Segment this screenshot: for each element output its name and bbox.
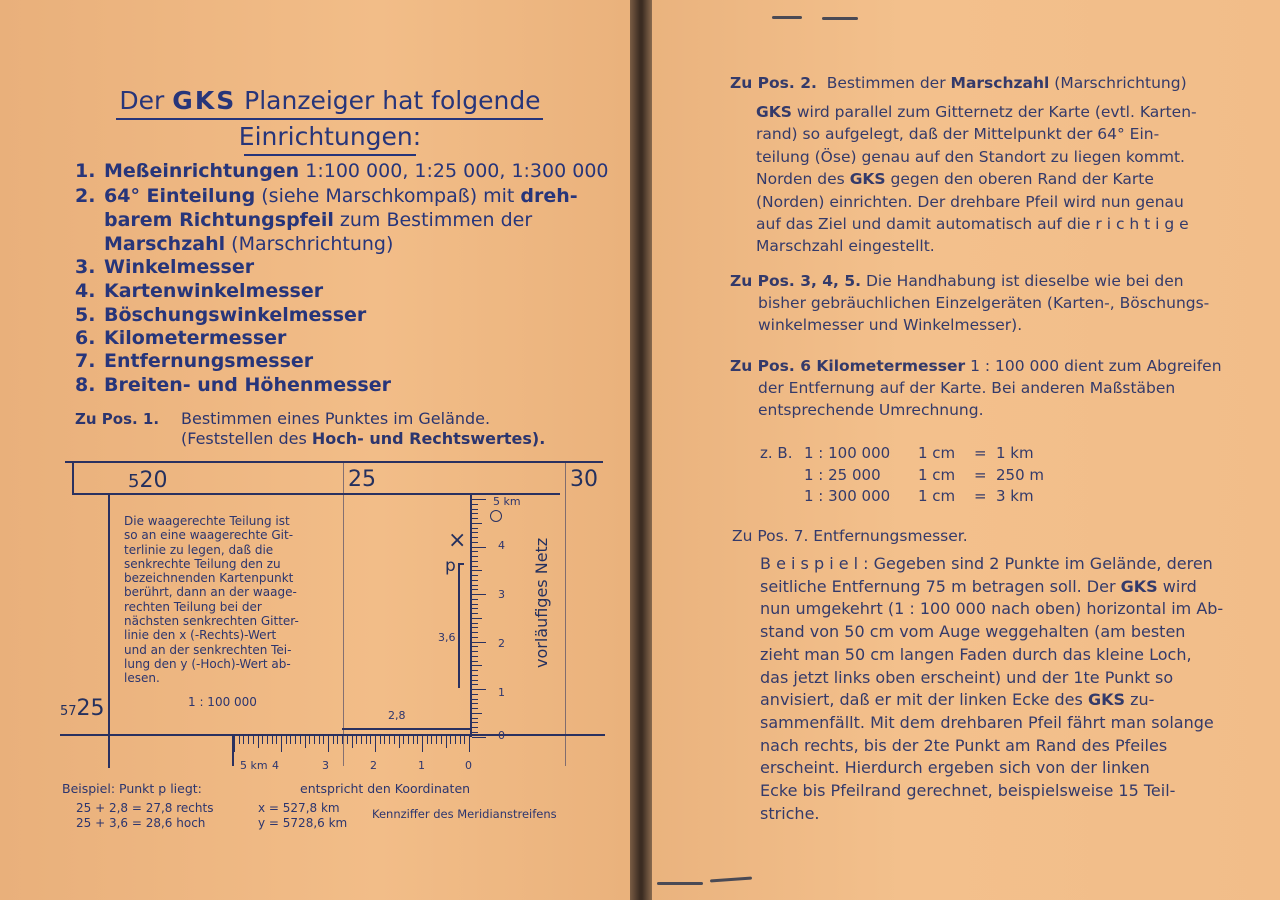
ruler-tick	[472, 689, 486, 690]
ruler-tick	[472, 618, 482, 619]
arrow-bracket-vertical	[458, 563, 460, 688]
ruler-tick	[408, 736, 409, 744]
ruler-tick	[286, 736, 287, 744]
horizontal-scale-unit: 5 km	[240, 759, 268, 772]
pos6-heading: Zu Pos. 6 Kilometermesser 1 : 100 000 dient zum Abgreifen	[730, 357, 1222, 375]
ruler-tick	[472, 585, 478, 586]
h-tick-label: 1	[418, 759, 425, 772]
value-3-6: 3,6	[438, 631, 456, 644]
ruler-tick	[427, 736, 428, 744]
ruler-tick	[472, 599, 478, 600]
list-item: 1. Meßeinrichtungen 1:100 000, 1:25 000, 1:300 000	[75, 160, 609, 182]
ruler-tick	[472, 547, 486, 548]
ruler-tick	[472, 703, 478, 704]
coordinate-x: x = 527,8 km	[258, 801, 340, 815]
page-subtitle: Einrichtungen:	[238, 122, 422, 151]
coordinate-y: y = 5728,6 km	[258, 816, 348, 830]
pos7-body: B e i s p i e l : Gegeben sind 2 Punkte im Gelände, deren seitliche Entfernung 75 m betragen soll. Der GKS wird nun umgekehrt (1 : 100 000 nach oben) horizontal im Ab- stand von 50 cm vom Auge weggehalten (am besten zieht man 50 cm langen Faden durch das kleine Loch, das jetzt links oben erscheint) und der 1te Punkt so anvisiert, daß er mit der linken Ecke des GKS zu- sammenfällt. Mit dem drehbaren Pfeil fährt man solange nach rechts, bis der 2te Punkt am Rand des Pfeiles erscheint. Hierdurch ergeben sich von der linken Ecke bis Pfeilrand gerechnet, beispielsweise 15 Teil- striche.	[760, 554, 1224, 823]
ruler-tick	[290, 736, 291, 744]
scale-table	[760, 443, 1044, 508]
pos1-label: Zu Pos. 1.	[75, 410, 160, 428]
vertical-scale-unit: 5 km	[493, 495, 521, 508]
ruler-tick	[352, 736, 353, 748]
ruler-tick	[472, 646, 478, 647]
ruler-tick	[281, 736, 282, 752]
ruler-tick	[472, 737, 486, 738]
inner-corner-line	[342, 728, 470, 730]
ruler-tick	[472, 656, 478, 657]
example-hoch: 25 + 3,6 = 28,6 hoch	[76, 816, 206, 830]
ruler-tick	[472, 542, 478, 543]
ruler-tick	[472, 532, 478, 533]
coordinates-label: entspricht den Koordinaten	[300, 781, 471, 796]
ruler-tick	[472, 651, 478, 652]
staple	[657, 882, 703, 885]
ruler-tick	[472, 665, 482, 666]
ruler-tick	[472, 537, 478, 538]
pos7-heading: Zu Pos. 7. Entfernungsmesser.	[732, 527, 968, 545]
ruler-tick	[267, 736, 268, 744]
ruler-tick	[472, 718, 478, 719]
page-title: Der GKS Planzeiger hat folgende	[119, 86, 541, 115]
ruler-tick	[472, 694, 478, 695]
book-gutter	[630, 0, 652, 900]
subtitle-underline	[244, 154, 416, 156]
ruler-tick	[305, 736, 306, 748]
ruler-tick	[472, 561, 478, 562]
grid-label-30: 30	[570, 467, 598, 492]
diagram-description: Die waagerechte Teilung ist so an eine waagerechte Git- terlinie zu legen, daß die senkrechte Teilung den zu bezeichnenden Kartenpunkt berührt, dann an der waage- rechten Teilung bei der nächsten senkrechten Gitter- linie den x (-Rechts)-Wert und an der senkrechten Tei- lung den y (-Hoch)-Wert ab- lesen.	[124, 514, 299, 686]
ruler-tick	[276, 736, 277, 744]
ruler-tick	[342, 736, 343, 744]
ruler-tick	[472, 632, 478, 633]
ruler-tick	[469, 736, 470, 752]
pos2-body: GKS wird parallel zum Gitternetz der Karte (evtl. Karten- rand) so aufgelegt, daß der Mittelpunkt der 64° Ein- teilung (Öse) genau auf den Standort zu liegen kommt. Norden des GKS gegen den oberen Rand der Karte (Norden) einrichten. Der drehbare Pfeil wird nun genau auf das Ziel und damit automatisch auf die r i c h t i g e Marschzahl eingestellt.	[756, 103, 1197, 256]
ruler-tick	[347, 736, 348, 744]
list-item: 3. Winkelmesser	[75, 256, 255, 278]
ruler-tick	[472, 680, 478, 681]
ruler-tick	[472, 604, 478, 605]
pos1-text2: (Feststellen des Hoch- und Rechtswertes).	[181, 429, 546, 448]
arrow-bracket-top	[458, 563, 464, 565]
title-brand: GKS	[172, 86, 237, 115]
scale-row: 1 : 25 000 1 cm = 250 m	[804, 465, 1045, 484]
ruler-tick	[464, 736, 465, 744]
ruler-tick	[472, 551, 478, 552]
staple	[822, 17, 858, 20]
ruler-tick	[356, 736, 357, 744]
title-underline	[116, 118, 543, 120]
list-item: 5. Böschungswinkelmesser	[75, 304, 367, 326]
ruler-tick	[472, 504, 478, 505]
eyelet-hole	[490, 510, 502, 522]
ruler-tick	[472, 608, 478, 609]
grid-line-top	[65, 461, 603, 463]
ruler-tick	[248, 736, 249, 744]
ruler-tick	[319, 736, 320, 744]
ruler-tick	[472, 594, 486, 595]
list-item: 6. Kilometermesser	[75, 327, 287, 349]
list-item: 8. Breiten- und Höhenmesser	[75, 374, 391, 396]
ruler-tick	[422, 736, 423, 752]
v-tick-label: 2	[498, 637, 505, 650]
ruler-tick	[446, 736, 447, 748]
ruler-tick	[380, 736, 381, 744]
ruler-tick	[413, 736, 414, 744]
target-cross-icon: ×	[448, 528, 467, 553]
grid-label-5725: 5725	[60, 696, 105, 721]
ruler-tick	[472, 575, 478, 576]
h-tick-label: 2	[370, 759, 377, 772]
ruler-tick	[472, 627, 478, 628]
ruler-tick	[472, 589, 478, 590]
ruler-tick	[472, 670, 478, 671]
ruler-tick	[441, 736, 442, 744]
ruler-tick	[472, 722, 478, 723]
pos345-body: bisher gebräuchlichen Einzelgeräten (Karten-, Böschungs- winkelmesser und Winkelmesser).	[758, 294, 1210, 334]
ruler-tick	[472, 518, 478, 519]
right-page	[652, 0, 1280, 900]
pos2-heading: Zu Pos. 2. Bestimmen der Marschzahl (Marschrichtung)	[730, 74, 1187, 92]
ruler-tick	[472, 499, 486, 500]
ruler-tick	[450, 736, 451, 744]
ruler-tick	[472, 523, 482, 524]
ruler-tick	[472, 613, 478, 614]
ruler-tick	[472, 661, 478, 662]
ruler-tick	[472, 727, 478, 728]
ruler-tick	[323, 736, 324, 744]
ruler-tick	[258, 736, 259, 748]
ruler-tick	[366, 736, 367, 744]
ruler-tick	[472, 642, 486, 643]
horizontal-scale	[234, 736, 470, 758]
list-item: 7. Entfernungsmesser	[75, 350, 314, 372]
ruler-tick	[472, 713, 482, 714]
v-tick-label: 4	[498, 539, 505, 552]
ruler-tick	[337, 736, 338, 744]
grid-label-520: 520	[128, 468, 168, 493]
list-item: barem Richtungspfeil zum Bestimmen der	[104, 209, 533, 231]
v-tick-label: 3	[498, 588, 505, 601]
ruler-tick	[295, 736, 296, 744]
ruler-tick	[314, 736, 315, 744]
ruler-tick	[243, 736, 244, 744]
h-tick-label: 3	[322, 759, 329, 772]
ruler-tick	[436, 736, 437, 744]
ruler-tick	[333, 736, 334, 744]
grid-line-25	[343, 461, 344, 766]
pos1-text: Bestimmen eines Punktes im Gelände.	[181, 409, 491, 428]
point-p-label: p	[445, 556, 456, 576]
ruler-tick	[472, 684, 478, 685]
ruler-tick	[262, 736, 263, 744]
example-label: Beispiel: Punkt p liegt:	[62, 781, 202, 796]
ruler-tick	[361, 736, 362, 744]
ruler-tick	[472, 556, 478, 557]
ruler-tick	[472, 623, 478, 624]
left-page	[0, 0, 630, 900]
vertical-scale	[472, 495, 502, 737]
example-rechts: 25 + 2,8 = 27,8 rechts	[76, 801, 214, 815]
grid-line-520	[108, 493, 110, 768]
grid-diagram	[60, 458, 605, 778]
ruler-tick	[472, 699, 478, 700]
ruler-tick	[389, 736, 390, 744]
value-2-8: 2,8	[388, 709, 406, 722]
ruler-tick	[234, 736, 235, 752]
ruler-tick	[417, 736, 418, 744]
h-tick-label: 4	[272, 759, 279, 772]
grid-line-30	[565, 461, 566, 766]
ruler-tick	[272, 736, 273, 744]
ruler-tick	[472, 570, 482, 571]
ruler-tick	[472, 566, 478, 567]
ruler-tick	[239, 736, 240, 744]
staple	[772, 16, 802, 19]
ruler-tick	[253, 736, 254, 744]
ruler-tick	[472, 732, 478, 733]
h-tick-label: 0	[465, 759, 472, 772]
diagram-scale-label: 1 : 100 000	[188, 695, 257, 709]
ruler-tick	[472, 675, 478, 676]
vertical-net-label: vorläufiges Netz	[532, 537, 551, 668]
ruler-tick	[472, 580, 478, 581]
list-item: Marschzahl (Marschrichtung)	[104, 233, 394, 255]
ruler-tick	[394, 736, 395, 744]
list-item: 2. 64° Einteilung (siehe Marschkompaß) mit dreh-	[75, 185, 578, 207]
scale-row: z. B. 1 : 100 000 1 cm = 1 km	[760, 444, 1034, 462]
grid-line-left-stub	[72, 461, 74, 495]
v-tick-label: 0	[498, 729, 505, 742]
ruler-tick	[460, 736, 461, 744]
v-tick-label: 1	[498, 686, 505, 699]
ruler-tick	[370, 736, 371, 744]
ruler-tick	[472, 509, 478, 510]
grid-label-25: 25	[348, 467, 376, 492]
meridian-label: Kennziffer des Meridianstreifens	[372, 807, 557, 821]
ruler-tick	[328, 736, 329, 752]
staple	[710, 877, 752, 883]
pos6-body: der Entfernung auf der Karte. Bei anderen Maßstäben entsprechende Umrechnung.	[758, 379, 1176, 419]
ruler-tick	[300, 736, 301, 744]
ruler-tick	[375, 736, 376, 752]
ruler-tick	[472, 637, 478, 638]
ruler-tick	[399, 736, 400, 748]
ruler-tick	[455, 736, 456, 744]
scale-row: 1 : 300 000 1 cm = 3 km	[804, 487, 1034, 505]
ruler-tick	[472, 528, 478, 529]
ruler-tick	[309, 736, 310, 744]
list-item: 4. Kartenwinkelmesser	[75, 280, 324, 302]
ruler-tick	[403, 736, 404, 744]
ruler-tick	[384, 736, 385, 744]
ruler-tick	[472, 708, 478, 709]
ruler-tick	[472, 513, 478, 514]
pos345-heading: Zu Pos. 3, 4, 5. Die Handhabung ist dieselbe wie bei den	[730, 272, 1184, 290]
ruler-tick	[431, 736, 432, 744]
